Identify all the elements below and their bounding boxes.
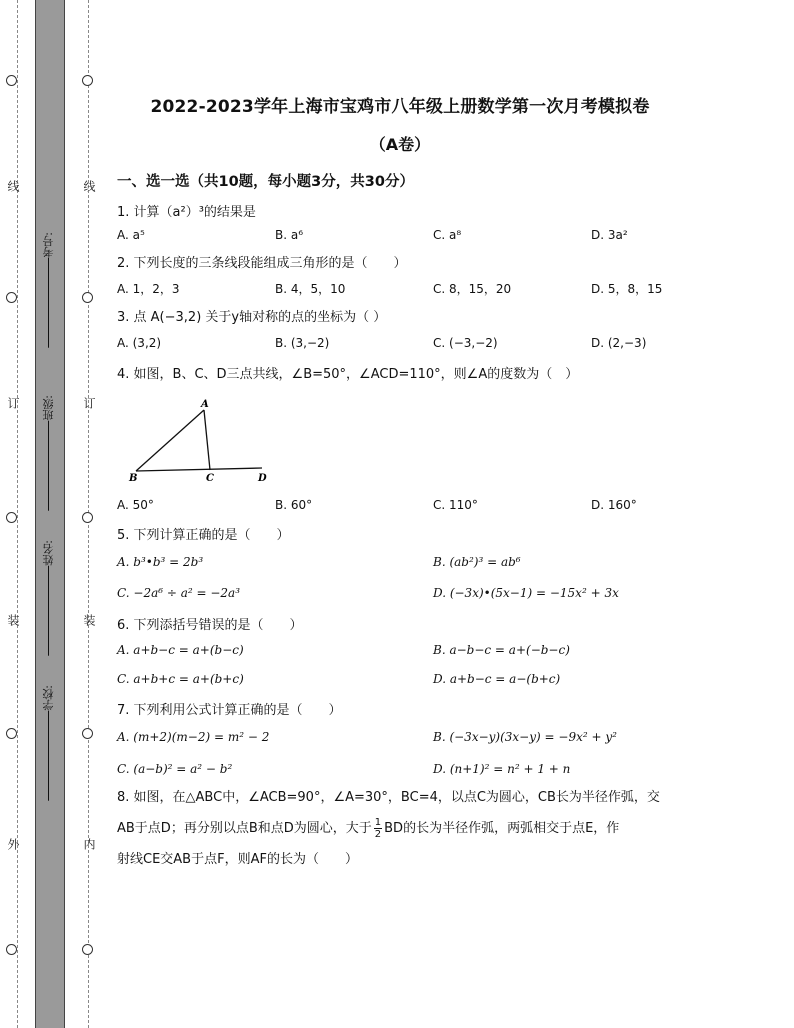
field-label: 学校:	[42, 685, 55, 711]
question-5: 5. 下列计算正确的是（ ）	[117, 528, 290, 543]
question-6: 6. 下列添括号错误的是（ ）	[117, 618, 303, 633]
triangle-figure	[122, 396, 282, 486]
option-c: C. (a−b)² = a² − b²	[117, 762, 233, 776]
binding-hole	[6, 728, 17, 739]
label-b: B	[129, 473, 138, 484]
binding-char: 线	[6, 180, 20, 192]
question-8-text: AB于点D；再分别以点B和点D为圆心，大于	[117, 821, 372, 836]
binding-char: 装	[82, 614, 96, 626]
exam-subtitle: （A卷）	[369, 135, 431, 154]
label-d: D	[258, 473, 267, 484]
binding-char: 订	[82, 397, 96, 409]
question-3: 3. 点 A(−3,2) 关于y轴对称的点的坐标为（ ）	[117, 310, 387, 325]
option-a: A. a⁵	[117, 228, 145, 242]
binding-hole	[6, 75, 17, 86]
option-a: A. 1，2，3	[117, 282, 180, 296]
line-bd	[136, 468, 262, 471]
option-c: C. 8，15，20	[433, 282, 512, 296]
binding-hole	[6, 292, 17, 303]
binding-hole	[6, 944, 17, 955]
option-d: D. 5，8，15	[591, 282, 663, 296]
question-7: 7. 下列利用公式计算正确的是（ ）	[117, 703, 342, 718]
option-a: A. b³•b³ = 2b³	[117, 555, 204, 569]
question-8-line2	[117, 813, 677, 844]
line-ac	[204, 410, 210, 470]
outer-cut-line	[17, 0, 18, 1028]
binding-hole	[82, 292, 93, 303]
option-b: B. (3,−2)	[275, 336, 330, 350]
option-b: B. 4，5，10	[275, 282, 346, 296]
binding-char: 装	[6, 614, 20, 626]
school-field[interactable]	[36, 685, 62, 807]
option-b: B. 60°	[275, 498, 313, 512]
name-field[interactable]	[36, 540, 62, 662]
option-d: D. a+b−c = a−(b+c)	[433, 672, 561, 686]
binding-hole	[82, 512, 93, 523]
option-c: C. −2a⁶ ÷ a² = −2a³	[117, 586, 241, 600]
fraction	[374, 817, 382, 840]
section-heading: 一、选一选（共10题，每小题3分，共30分）	[117, 174, 414, 190]
question-8	[117, 782, 677, 875]
question-2: 2. 下列长度的三条线段能组成三角形的是（ ）	[117, 256, 407, 271]
label-a: A	[201, 399, 209, 410]
option-b: B. (−3x−y)(3x−y) = −9x² + y²	[433, 730, 617, 744]
option-c: C. a⁸	[433, 228, 462, 242]
field-label: 姓名:	[42, 540, 55, 566]
question-8-line3: 射线CE交AB于点F，则AF的长为（ ）	[117, 852, 358, 867]
fraction-denominator: 2	[374, 829, 382, 840]
exam-number-field[interactable]	[36, 232, 62, 354]
field-label: 班级:	[42, 395, 55, 421]
field-label: 考号:	[42, 232, 55, 258]
binding-hole	[6, 512, 17, 523]
option-d: D. (n+1)² = n² + 1 + n	[433, 762, 571, 776]
option-d: D. (−3x)•(5x−1) = −15x² + 3x	[433, 586, 619, 600]
option-c: C. 110°	[433, 498, 478, 512]
option-a: A. 50°	[117, 498, 154, 512]
option-a: A. (3,2)	[117, 336, 162, 350]
binding-char: 内	[82, 838, 96, 850]
binding-char: 订	[6, 397, 20, 409]
binding-hole	[82, 728, 93, 739]
exam-title: 2022-2023学年上海市宝鸡市八年级上册数学第一次月考模拟卷	[150, 97, 650, 117]
option-b: B. (ab²)³ = ab⁶	[433, 555, 521, 569]
question-8-text: BD的长为半径作弧，两弧相交于点E，作	[384, 821, 620, 836]
option-c: C. (−3,−2)	[433, 336, 498, 350]
binding-hole	[82, 75, 93, 86]
label-c: C	[206, 473, 214, 484]
question-8-line1: 8. 如图，在△ABC中，∠ACB=90°，∠A=30°，BC=4，以点C为圆心，CB长为半径作弧，交	[117, 790, 660, 805]
class-field[interactable]	[36, 395, 62, 517]
option-d: D. (2,−3)	[591, 336, 647, 350]
option-d: D. 3a²	[591, 228, 628, 242]
binding-char: 线	[82, 180, 96, 192]
option-c: C. a+b+c = a+(b+c)	[117, 672, 244, 686]
option-d: D. 160°	[591, 498, 637, 512]
binding-hole	[82, 944, 93, 955]
option-a: A. a+b−c = a+(b−c)	[117, 643, 244, 657]
binding-char: 外	[6, 838, 20, 850]
line-ab	[136, 410, 204, 471]
fraction-numerator: 1	[374, 817, 382, 828]
option-a: A. (m+2)(m−2) = m² − 2	[117, 730, 270, 744]
question-1: 1. 计算（a²）³的结果是	[117, 205, 256, 220]
question-4: 4. 如图，B、C、D三点共线，∠B=50°，∠ACD=110°，则∠A的度数为（ ）	[117, 367, 579, 382]
option-b: B. a⁶	[275, 228, 304, 242]
option-b: B. a−b−c = a+(−b−c)	[433, 643, 570, 657]
